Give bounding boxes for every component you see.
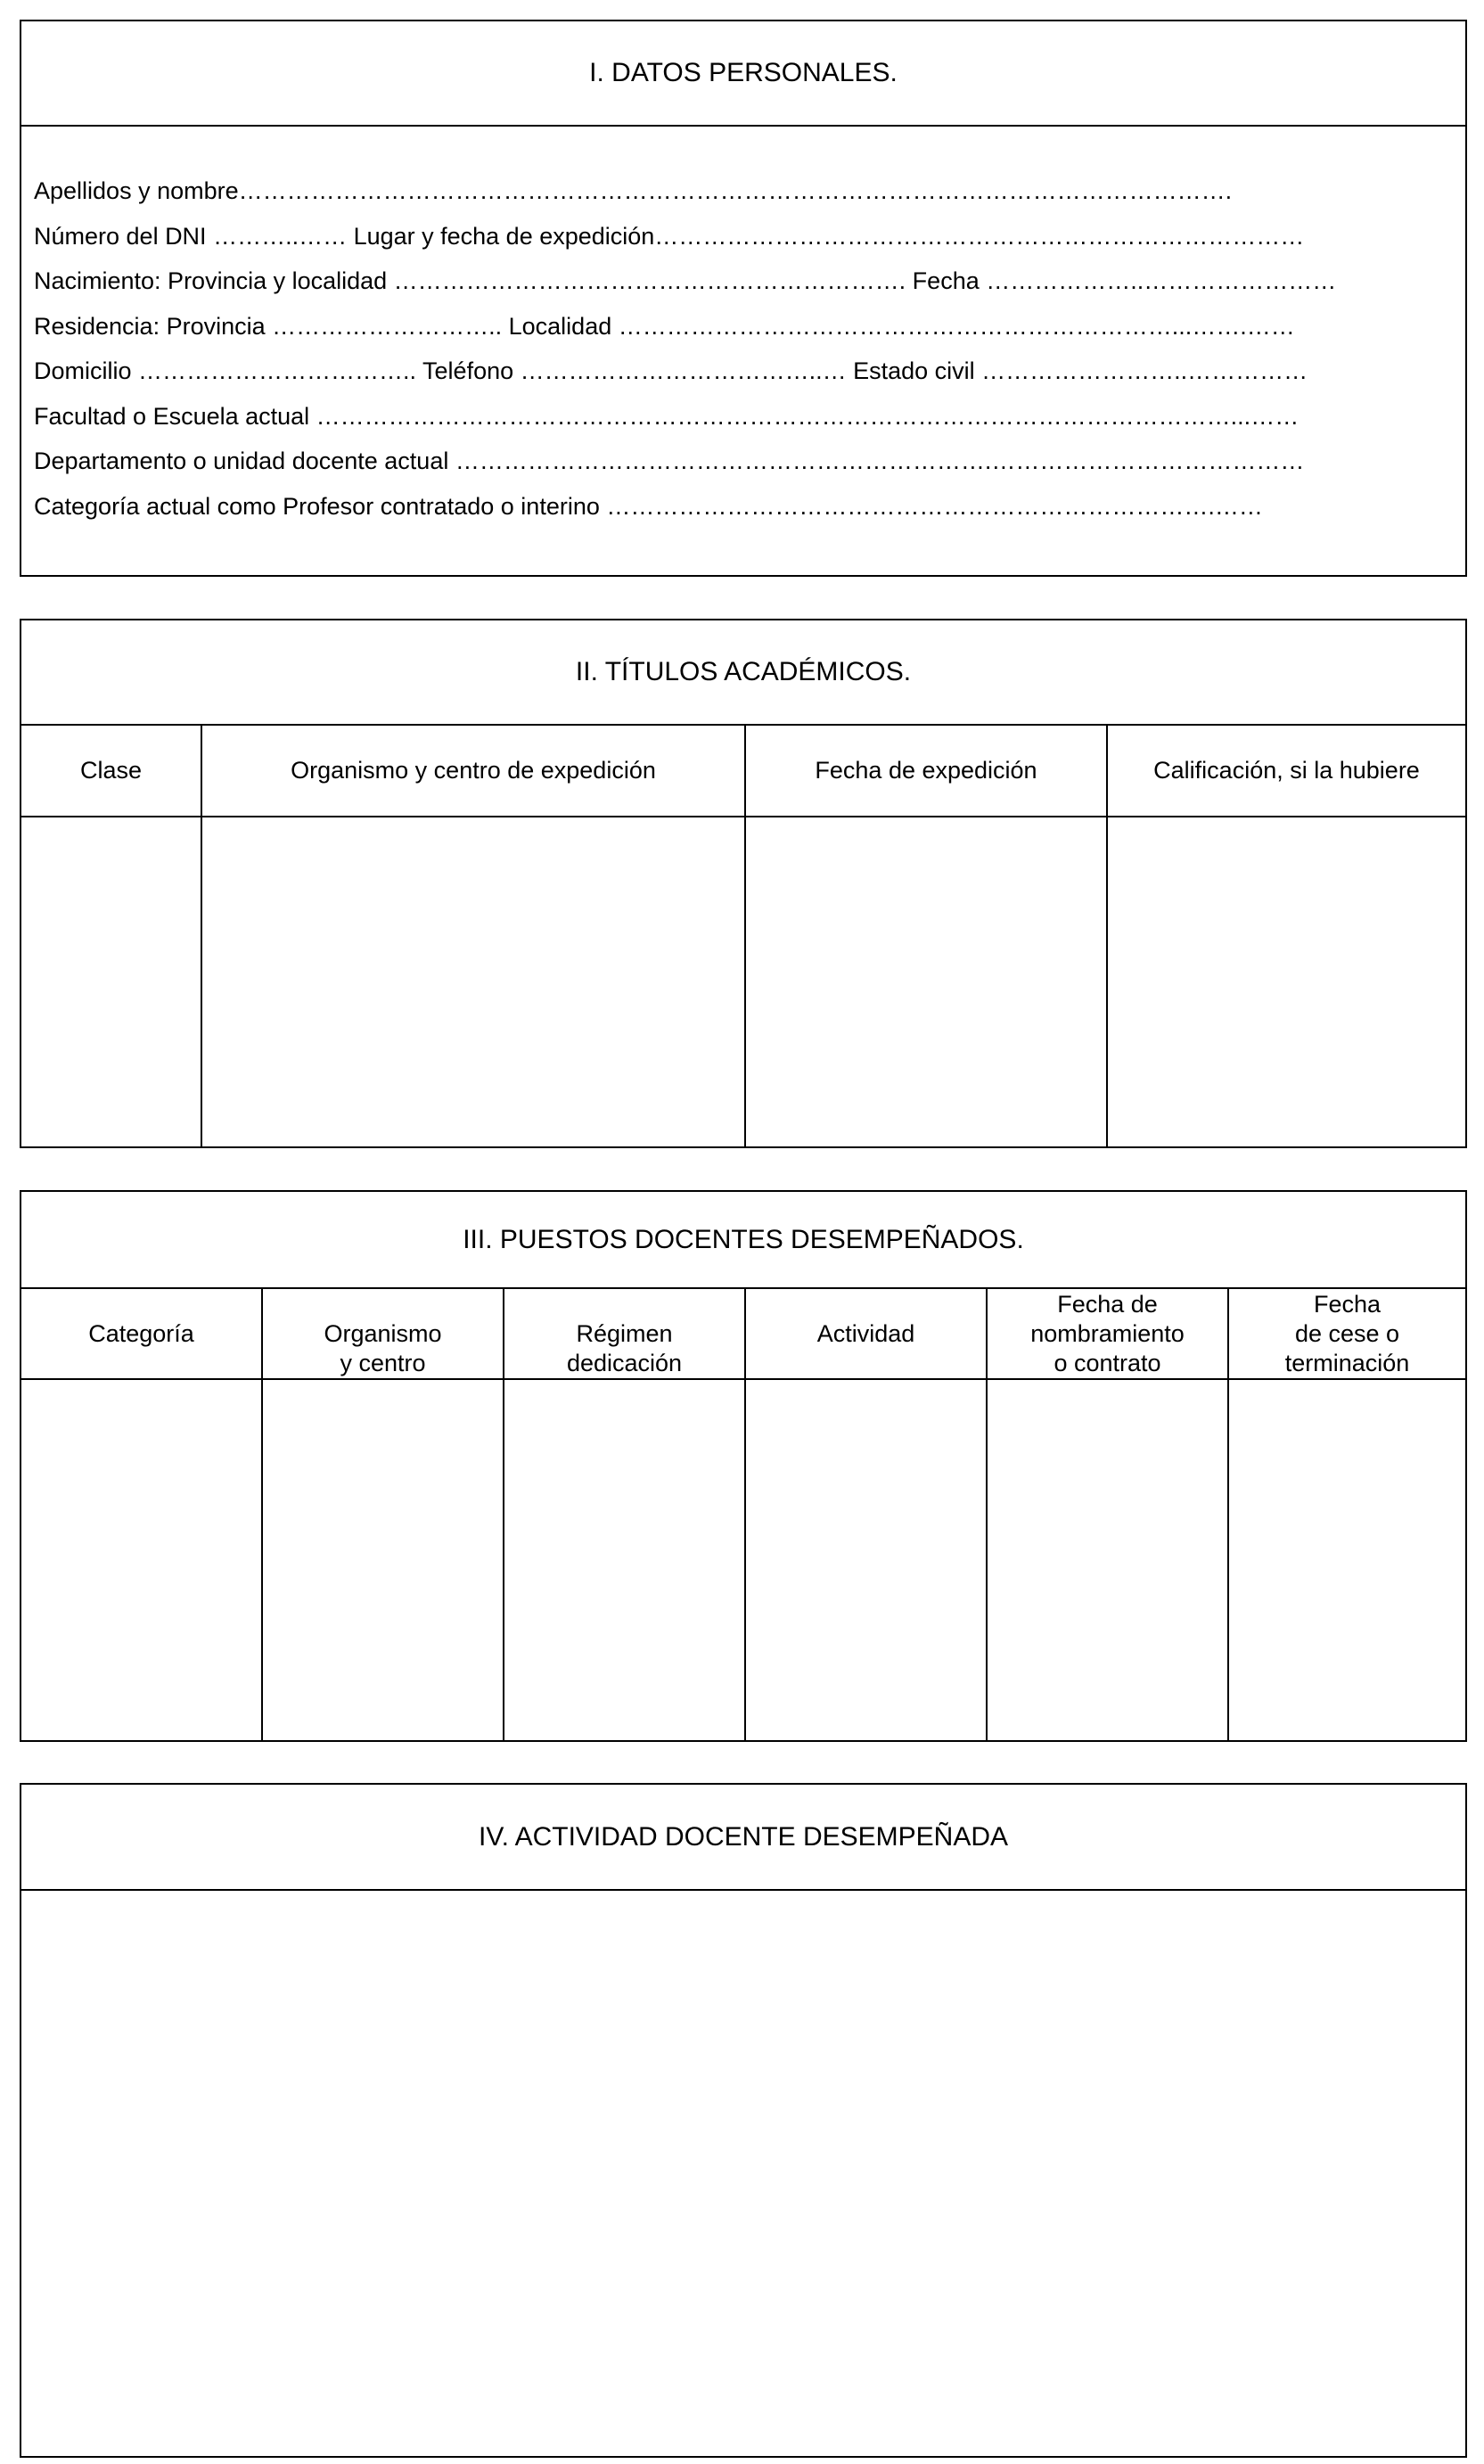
column-header-organismo: Organismo y centro de expedición	[202, 726, 746, 816]
cell-regimen-dedicacion[interactable]	[504, 1380, 746, 1740]
field-dni-lugar-fecha-expedicion[interactable]: Número del DNI ………..…… Lugar y fecha de expedición………………………………………………………………………	[34, 222, 1305, 250]
field-departamento[interactable]: Departamento o unidad docente actual ………………………………………………………….…………………………………	[34, 448, 1305, 474]
academic-titles-section	[20, 619, 1467, 1148]
cell-categoria[interactable]	[21, 1380, 263, 1740]
field-facultad-escuela[interactable]: Facultad o Escuela actual ……………………………………………………………………………………………………...……	[34, 402, 1300, 430]
cell-fecha-cese[interactable]	[1229, 1380, 1465, 1740]
column-header-categoria: Categoría	[21, 1289, 263, 1378]
field-domicilio-telefono-estado-civil[interactable]: Domicilio …………………………….. Teléfono ………………………………..… Estado civil ……………………..……………	[34, 357, 1308, 384]
table-row	[21, 1380, 1465, 1740]
cell-organismo-centro[interactable]	[263, 1380, 504, 1740]
teaching-activity-field[interactable]	[21, 1891, 1465, 2456]
column-header-clase: Clase	[21, 726, 202, 816]
section-title-teaching-activity: IV. ACTIVIDAD DOCENTE DESEMPEÑADA	[21, 1785, 1465, 1891]
field-nacimiento[interactable]: Nacimiento: Provincia y localidad ………………………………………………………. Fecha ………………..……………………	[34, 267, 1337, 294]
column-header-fecha-cese: Fecha de cese o terminación	[1284, 1291, 1410, 1376]
cell-actividad[interactable]	[746, 1380, 988, 1740]
column-header-actividad: Actividad	[746, 1289, 988, 1378]
field-residencia[interactable]: Residencia: Provincia ……………………….. Localidad ……………………………………………………………...…….……	[34, 312, 1295, 340]
section-title-academic-titles: II. TÍTULOS ACADÉMICOS.	[21, 620, 1465, 726]
column-header-fecha-expedicion: Fecha de expedición	[746, 726, 1108, 816]
field-apellidos-nombre[interactable]: Apellidos y nombre…………………………………………………………………………………………………………….	[34, 177, 1233, 204]
cell-fecha-nombramiento[interactable]	[988, 1380, 1229, 1740]
column-header-calificacion: Calificación, si la hubiere	[1153, 757, 1420, 784]
cell-fecha-expedicion[interactable]	[746, 817, 1108, 1146]
field-categoria-actual[interactable]: Categoría actual como Profesor contratado o interino ………………………………………………………………….……	[34, 492, 1263, 520]
column-header-regimen-dedicacion: Régimen dedicación	[504, 1289, 746, 1378]
section-title-teaching-positions: III. PUESTOS DOCENTES DESEMPEÑADOS.	[21, 1192, 1465, 1289]
table-header-row	[21, 726, 1465, 817]
cell-clase[interactable]	[21, 817, 202, 1146]
teaching-activity-section	[20, 1783, 1467, 2458]
section-title-personal-data: I. DATOS PERSONALES.	[21, 21, 1465, 127]
column-header-organismo-centro: Organismo y centro	[263, 1289, 504, 1378]
table-header-row	[21, 1289, 1465, 1380]
personal-data-fields	[21, 127, 1465, 533]
table-row	[21, 817, 1465, 1146]
column-header-fecha-nombramiento: Fecha de nombramiento o contrato	[988, 1289, 1229, 1378]
personal-data-section	[20, 20, 1467, 577]
cell-organismo[interactable]	[202, 817, 746, 1146]
teaching-positions-section	[20, 1190, 1467, 1742]
cell-calificacion[interactable]	[1108, 817, 1465, 1146]
